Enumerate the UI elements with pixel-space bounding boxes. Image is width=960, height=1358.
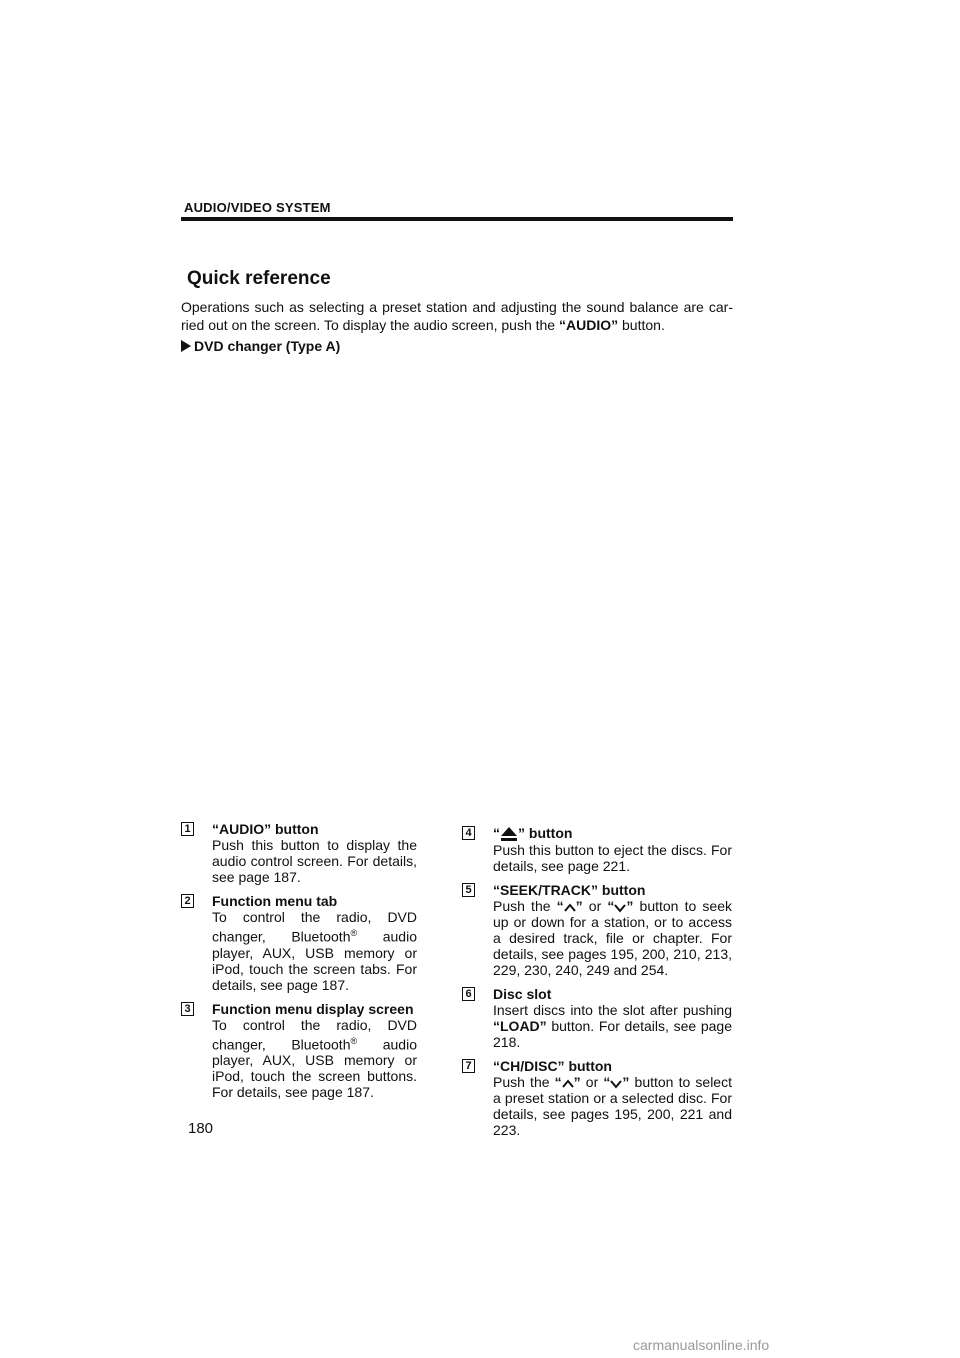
load-bold: “LOAD”: [493, 1018, 547, 1035]
intro-text: Operations such as selecting a preset station and adjusting the sound balance are car-ried out on the screen. To display the audio screen, push the: [181, 299, 733, 333]
quote-open: “: [554, 1074, 562, 1091]
subheading-text: DVD changer (Type A): [194, 338, 341, 354]
item-description: Push this button to eject the discs. For details, see page 221.: [493, 842, 732, 875]
desc-part: To control the radio, DVD changer, Bluetooth: [212, 1016, 417, 1053]
item-heading: Function menu display screen: [212, 1000, 414, 1017]
desc-part: button to seek up or down for a station, or to access a desired track, file or chapter. For details, see pages 195, 200, 210, 213, 229, 230, 240, 249 and 254.: [493, 898, 732, 979]
desc-part: audio player, AUX, USB memory or iPod, touch the screen buttons. For details, see page 187.: [212, 1036, 417, 1101]
legend-item-7: [462, 1058, 732, 1138]
intro-paragraph: [181, 298, 733, 334]
quote-open: “: [603, 1074, 611, 1091]
subheading: [181, 338, 340, 354]
desc-part: audio player, AUX, USB memory or iPod, touch the screen tabs. For details, see page 187.: [212, 928, 417, 993]
page-title: Quick reference: [187, 268, 331, 289]
legend-item-6: [462, 986, 732, 1050]
item-description: [493, 1074, 732, 1138]
quote-close: ”: [575, 898, 583, 915]
desc-part: or: [580, 1074, 604, 1091]
quote-open: “: [493, 825, 500, 841]
quote-close: ”: [622, 1074, 630, 1091]
item-number-badge: 1: [181, 822, 194, 836]
desc-part: button to select a preset station or a selected disc. For details, see pages 195, 200, 221 and 223.: [493, 1074, 732, 1139]
watermark: carmanualsonline.info: [633, 1337, 770, 1353]
eject-icon: [500, 826, 518, 842]
item-heading: “SEEK/TRACK” button: [493, 882, 646, 899]
item-number-badge: 4: [462, 826, 475, 840]
registered-mark: ®: [350, 1035, 358, 1046]
intro-audio-bold: “AUDIO”: [559, 317, 619, 333]
item-description: [493, 898, 732, 978]
item-description: Push this button to display the audio control screen. For details, see page 187.: [212, 837, 417, 885]
quote-close: ”: [573, 1074, 581, 1091]
section-header: AUDIO/VIDEO SYSTEM: [184, 200, 331, 215]
triangle-bullet-icon: [181, 340, 191, 352]
desc-part: or: [582, 898, 608, 915]
item-heading: “AUDIO” button: [212, 821, 319, 837]
item-number-badge: 7: [462, 1059, 475, 1073]
registered-mark: ®: [350, 928, 358, 938]
item-heading: Disc slot: [493, 986, 552, 1003]
item-description: [212, 1017, 417, 1101]
desc-part: Push the: [493, 1074, 555, 1091]
legend-right-column: [462, 825, 732, 1146]
header-rule: [181, 217, 733, 221]
chevron-down-icon: [614, 903, 626, 913]
item-number-badge: 3: [181, 1002, 194, 1016]
item-heading: [493, 825, 732, 842]
heading-tail: ” button: [518, 825, 573, 841]
chevron-up-icon: [564, 903, 576, 913]
quote-open: “: [607, 898, 615, 915]
desc-part: Push the: [493, 898, 557, 915]
item-description: [212, 909, 417, 993]
item-description: [493, 1002, 732, 1050]
legend-left-column: [181, 821, 417, 1108]
chevron-down-icon: [610, 1079, 622, 1089]
item-number-badge: 2: [181, 894, 194, 908]
chevron-up-icon: [562, 1079, 574, 1089]
legend-item-3: [181, 1001, 417, 1101]
legend-item-2: [181, 893, 417, 993]
desc-part: To control the radio, DVD changer, Bluetooth: [212, 909, 417, 945]
desc-part: button. For details, see page 218.: [493, 1018, 732, 1051]
item-number-badge: 6: [462, 987, 475, 1001]
quote-close: ”: [626, 898, 634, 915]
legend-item-5: [462, 882, 732, 978]
item-heading: Function menu tab: [212, 893, 338, 909]
legend-item-4: [462, 825, 732, 874]
item-number-badge: 5: [462, 883, 475, 897]
intro-tail: button.: [618, 317, 665, 333]
item-heading: “CH/DISC” button: [493, 1058, 612, 1075]
desc-part: Insert discs into the slot after pushing: [493, 1002, 732, 1019]
page-number: 180: [188, 1120, 214, 1137]
quote-open: “: [556, 898, 564, 915]
legend-item-1: [181, 821, 417, 885]
